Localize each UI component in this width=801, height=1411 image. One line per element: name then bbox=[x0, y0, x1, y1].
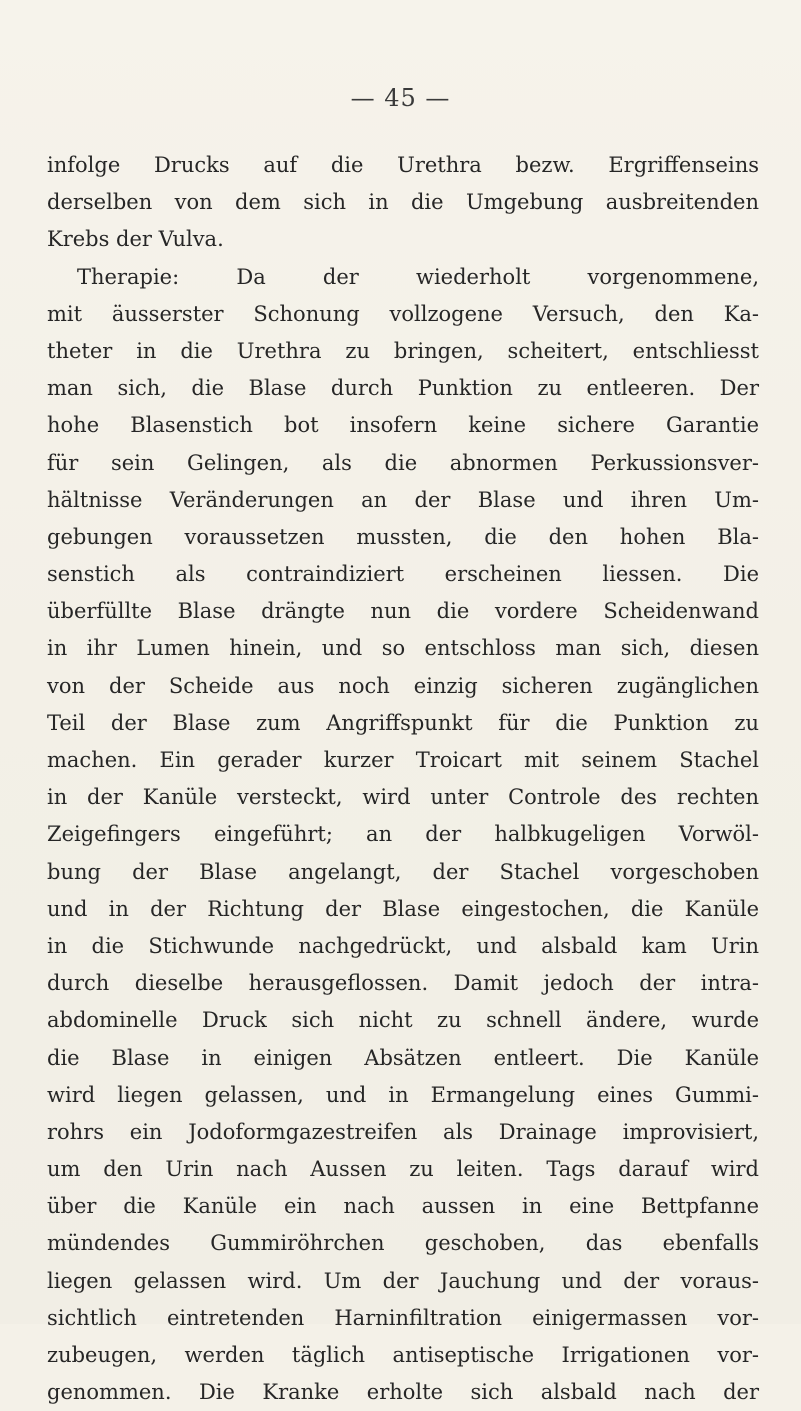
text-line: mit äusserster Schonung vollzogene Versuch, den Ka- bbox=[47, 301, 759, 326]
text-line: Krebs der Vulva. bbox=[47, 227, 224, 252]
text-line: bung der Blase angelangt, der Stachel vorgeschoben bbox=[47, 859, 759, 884]
text-line: überfüllte Blase drängte nun die vordere Scheidenwand bbox=[47, 599, 759, 624]
text-line: wird liegen gelassen, und in Ermangelung eines Gummi- bbox=[47, 1082, 759, 1107]
text-line: machen. Ein gerader kurzer Troicart mit seinem Stachel bbox=[47, 748, 759, 772]
text-line: durch dieselbe herausgeflossen. Damit jedoch der intra- bbox=[47, 971, 759, 996]
text-line: sichtlich eintretenden Harninfiltration einigermassen vor- bbox=[47, 1305, 759, 1330]
text-line: über die Kanüle ein nach aussen in eine Bettpfanne bbox=[47, 1194, 759, 1219]
text-line: infolge Drucks auf die Urethra bezw. Ergriffenseins bbox=[47, 153, 759, 177]
text-line: Therapie: Da der wiederholt vorgenommene, bbox=[77, 264, 759, 289]
text-line: und in der Richtung der Blase eingestochen, die Kanüle bbox=[47, 896, 759, 921]
text-line: gebungen voraussetzen mussten, die den hohen Bla- bbox=[47, 524, 759, 549]
text-line: theter in die Urethra zu bringen, scheitert, entschliesst bbox=[47, 338, 759, 363]
text-line: zubeugen, werden täglich antiseptische Irrigationen vor- bbox=[47, 1343, 759, 1367]
text-line: in die Stichwunde nachgedrückt, und alsbald kam Urin bbox=[47, 933, 759, 958]
text-line: Teil der Blase zum Angriffspunkt für die Punktion zu bbox=[47, 710, 759, 735]
text-line: Zeigefingers eingeführt; an der halbkugeligen Vorwöl- bbox=[47, 822, 759, 847]
text-line: abdominelle Druck sich nicht zu schnell ändere, wurde bbox=[47, 1008, 759, 1033]
text-line: die Blase in einigen Absätzen entleert. Die Kanüle bbox=[47, 1045, 759, 1070]
text-line: für sein Gelingen, als die abnormen Perkussionsver- bbox=[47, 450, 759, 475]
text-line: in ihr Lumen hinein, und so entschloss man sich, diesen bbox=[47, 636, 759, 661]
text-line: mündendes Gummiröhrchen geschoben, das ebenfalls bbox=[47, 1231, 759, 1256]
text-line: senstich als contraindiziert erscheinen liessen. Die bbox=[47, 562, 759, 587]
body-text bbox=[47, 147, 759, 1411]
text-line: derselben von dem sich in die Umgebung ausbreitenden bbox=[47, 190, 759, 215]
text-line: genommen. Die Kranke erholte sich alsbald nach der bbox=[47, 1380, 759, 1405]
text-line: um den Urin nach Aussen zu leiten. Tags darauf wird bbox=[47, 1157, 759, 1182]
text-line: hältnisse Veränderungen an der Blase und ihren Um- bbox=[47, 487, 759, 512]
page-number: — 45 — bbox=[350, 84, 451, 112]
text-line: in der Kanüle versteckt, wird unter Controle des rechten bbox=[47, 785, 759, 810]
text-line: von der Scheide aus noch einzig sicheren zugänglichen bbox=[47, 673, 759, 698]
text-line: rohrs ein Jodoformgazestreifen als Drainage improvisiert, bbox=[47, 1119, 759, 1144]
text-line: liegen gelassen wird. Um der Jauchung und der voraus- bbox=[47, 1268, 759, 1293]
text-line: hohe Blasenstich bot insofern keine sichere Garantie bbox=[47, 413, 759, 438]
text-line: man sich, die Blase durch Punktion zu entleeren. Der bbox=[47, 376, 759, 401]
